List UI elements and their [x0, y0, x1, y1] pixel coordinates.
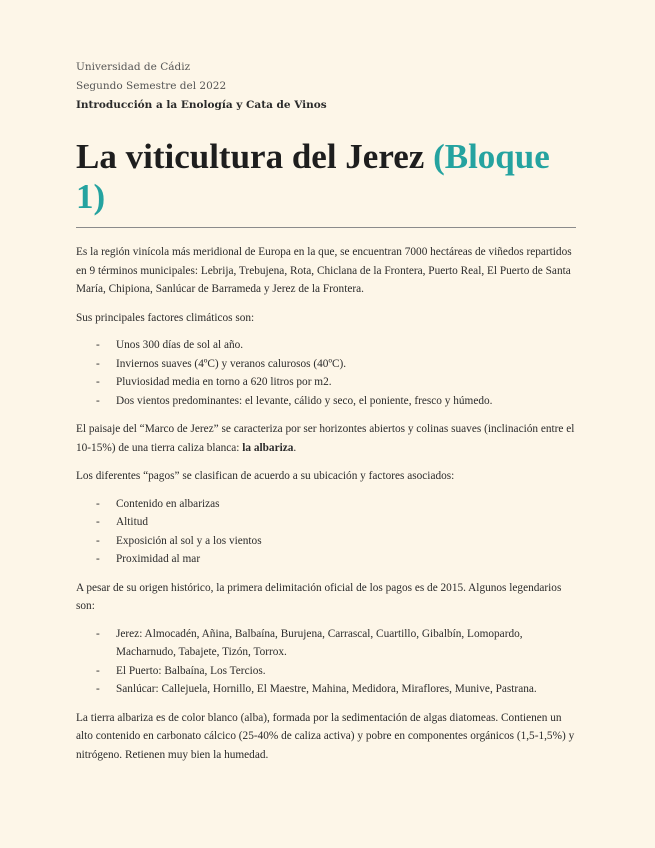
paragraph-climate-intro: Sus principales factores climáticos son: [76, 311, 255, 324]
dash-bullet: - [96, 627, 100, 640]
list-item: - Pluviosidad media en torno a 620 litros por m2. [76, 373, 578, 392]
paragraph-region: Es la región vinícola más meridional de Europa en la que, se encuentran 7000 hectáreas de viñedos repartidos en 9 términos municipales: Lebrija, Trebujena, Rota, Chiclana de la Frontera, Puerto Real, El Puerto de Santa María, Chipiona, Sanlúcar de Barrameda y Jerez de la Frontera. [76, 246, 572, 295]
semester: Segundo Semestre del 2022 [76, 80, 227, 92]
paragraph-pagos-intro: Los diferentes “pagos” se clasifican de acuerdo a su ubicación y factores asociados: [76, 470, 455, 482]
dash-bullet: - [96, 664, 100, 677]
list-item: - Contenido en albarizas [76, 495, 578, 514]
dash-bullet: - [96, 376, 100, 388]
list-item: - Unos 300 días de sol al año. [76, 336, 578, 355]
document-header [76, 58, 578, 115]
paragraph-delimitation: A pesar de su origen histórico, la primera delimitación oficial de los pagos es de 2015. Algunos legendarios son: [76, 581, 562, 612]
list-item: - Proximidad al mar [76, 550, 578, 569]
dash-bullet: - [96, 683, 100, 695]
list-item: - Altitud [76, 513, 578, 532]
dash-bullet: - [96, 516, 100, 528]
dash-bullet: - [96, 497, 100, 510]
list-item: - Jerez: Almocadén, Añina, Balbaína, Burujena, Carrascal, Cuartillo, Gibalbín, Lomopardo, Macharnudo, Tabajete, Tizón, Torrox. [76, 625, 578, 662]
paragraph-landscape: El paisaje del “Marco de Jerez” se caracteriza por ser horizontes abiertos y colinas suaves (inclinación entre el 10-15%) de una tierra caliza blanca: la albariza. [76, 423, 575, 454]
list-item: - El Puerto: Balbaína, Los Tercios. [76, 662, 578, 681]
list-item: - Exposición al sol y a los vientos [76, 532, 578, 551]
paragraph-albariza: La tierra albariza es de color blanco (alba), formada por la sedimentación de algas diatomeas. Contienen un alto contenido en carbonato cálcico (25-40% de caliza activa) y pobre en componentes orgánicos (1,5-1,5%) y nitrógeno. Retienen muy bien la humedad. [76, 711, 575, 761]
dash-bullet: - [96, 534, 100, 547]
page-title [76, 137, 578, 217]
title-accent: (Bloque 1) [76, 137, 550, 216]
document-page [76, 58, 578, 764]
document-body [76, 243, 578, 764]
list-item: - Inviernos suaves (4ºC) y veranos calurosos (40ºC). [76, 355, 578, 374]
course-name: Introducción a la Enología y Cata de Vinos [76, 99, 327, 111]
pagos-list [76, 625, 578, 699]
dash-bullet: - [96, 339, 100, 351]
title-divider [76, 227, 576, 228]
dash-bullet: - [96, 394, 100, 407]
university-name: Universidad de Cádiz [76, 61, 191, 73]
list-item: - Dos vientos predominantes: el levante, cálido y seco, el poniente, fresco y húmedo. [76, 392, 578, 411]
albariza-term: la albariza [242, 441, 294, 454]
climate-list [76, 336, 578, 410]
title-main: La viticultura del Jerez [76, 137, 434, 176]
factors-list [76, 495, 578, 569]
dash-bullet: - [96, 553, 100, 565]
dash-bullet: - [96, 357, 100, 370]
list-item: - Sanlúcar: Callejuela, Hornillo, El Maestre, Mahina, Medidora, Miraflores, Munive, Pastrana. [76, 680, 578, 699]
